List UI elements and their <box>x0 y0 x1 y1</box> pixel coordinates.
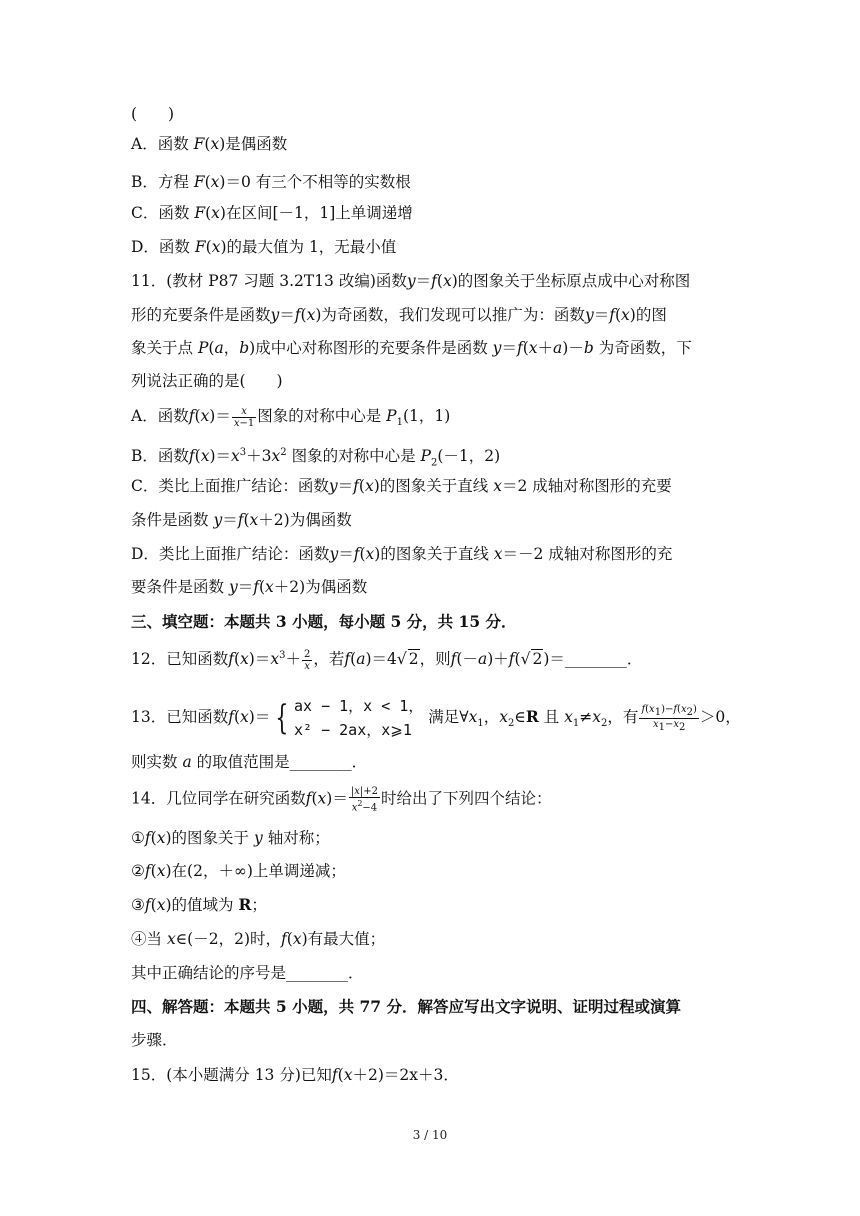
q14-statement-4: ④当 x∈(－2，2)时，f(x)有最大值； <box>131 930 386 948</box>
q11-line-4: 列说法正确的是( ) <box>131 372 283 390</box>
q10-option-c: C．函数 F(x)在区间[－1，1]上单调递增 <box>131 204 413 222</box>
q11-option-d-line-2: 要条件是函数 y＝f(x＋2)为偶函数 <box>131 578 368 596</box>
q11-option-a: A．函数f(x)＝ $\frac{x}{x-1}$ 图象的对称中心是 $P_1(1$，1) <box>131 405 451 429</box>
q10-option-d: D．函数 F(x)的最大值为 1，无最小值 <box>131 238 397 256</box>
q11-line-2: 形的充要条件是函数y＝f(x)为奇函数，我们发现可以推广为：函数y＝f(x)的图 <box>131 306 667 324</box>
q11-option-d-line-1: D．类比上面推广结论：函数y＝f(x)的图象关于直线 x＝－2 成轴对称图形的充 <box>131 545 673 563</box>
q11-option-b: B．函数$f(x)=x^3+3x^2$ 图象的对称中心是 $P_2(-1$，2) <box>131 447 501 469</box>
q10-option-a: A．函数 F(x)是偶函数 <box>131 135 288 153</box>
q11-line-3: 象关于点 P(a，b)成中心对称图形的充要条件是函数 y＝f(x＋a)－b 为奇函数，下 <box>131 339 692 357</box>
piecewise-cases: ax − 1，x < 1， x² − 2ax，x⩾1 <box>294 697 424 739</box>
fraction: $\frac{f(x_1)-f(x_2)}{x_1-x_2}$ <box>641 703 697 733</box>
q11-option-c-line-1: C．类比上面推广结论：函数y＝f(x)的图象关于直线 x＝2 成轴对称图形的充要 <box>131 477 672 495</box>
q10-option-b: B．方程 F(x)＝0 有三个不相等的实数根 <box>131 173 411 191</box>
q14-stem: 14．几位同学在研究函数f(x)＝ $\frac{|x|+2}{x^2-4}$ 时给出了下列四个结论： <box>131 786 552 814</box>
fraction: $\frac{|x|+2}{x^2-4}$ <box>350 786 378 814</box>
q15: 15．(本小题满分 13 分)已知f(x＋2)＝2x＋3． <box>131 1066 459 1084</box>
section-3-heading: 三、填空题：本题共 3 小题，每小题 5 分，共 15 分． <box>131 612 517 631</box>
section-4-heading-line-2: 步骤． <box>131 1031 178 1049</box>
q11-option-c-line-2: 条件是函数 y＝f(x＋2)为偶函数 <box>131 511 352 529</box>
q11-line-1: 11．(教材 P87 习题 3.2T13 改编)函数y＝f(x)的图象关于坐标原点成中心对称图 <box>131 272 691 290</box>
page-number: 3 / 10 <box>412 1128 448 1142</box>
q13-line-2: 则实数 a 的取值范围是________． <box>131 753 368 771</box>
q13-line-1: 13．已知函数f(x)＝ { ax − 1，x < 1， x² − 2ax，x⩾1 满足$\forall x_1$，$x_2\in R$ 且 $x_1\ne x_2$，有 $\frac{f(x_1)-f(x_2)}{x_1-x_2}$ ＞0， <box>131 694 731 734</box>
section-4-heading: 四、解答题：本题共 5 小题，共 77 分．解答应写出文字说明、证明过程或演算 <box>131 997 681 1016</box>
q14-statement-2: ②f(x)在(2，＋∞)上单调递减； <box>131 862 346 880</box>
answer-paren: ( ) <box>131 105 175 123</box>
q12: 12．已知函数$f(x)=x^3+$ $\frac{2}{x}$ ，若f(a)＝4√ 2，则f(－a)＋f(√ 2)＝________． <box>131 648 643 672</box>
fraction: $\frac{2}{x}$ <box>304 648 311 672</box>
fraction: $\frac{x}{x-1}$ <box>233 405 255 429</box>
q14-statement-1: ①f(x)的图象关于 y 轴对称； <box>131 829 330 847</box>
q14-statement-3: ③f(x)的值域为 R； <box>131 895 267 914</box>
q14-conclusion: 其中正确结论的序号是________． <box>131 964 364 982</box>
